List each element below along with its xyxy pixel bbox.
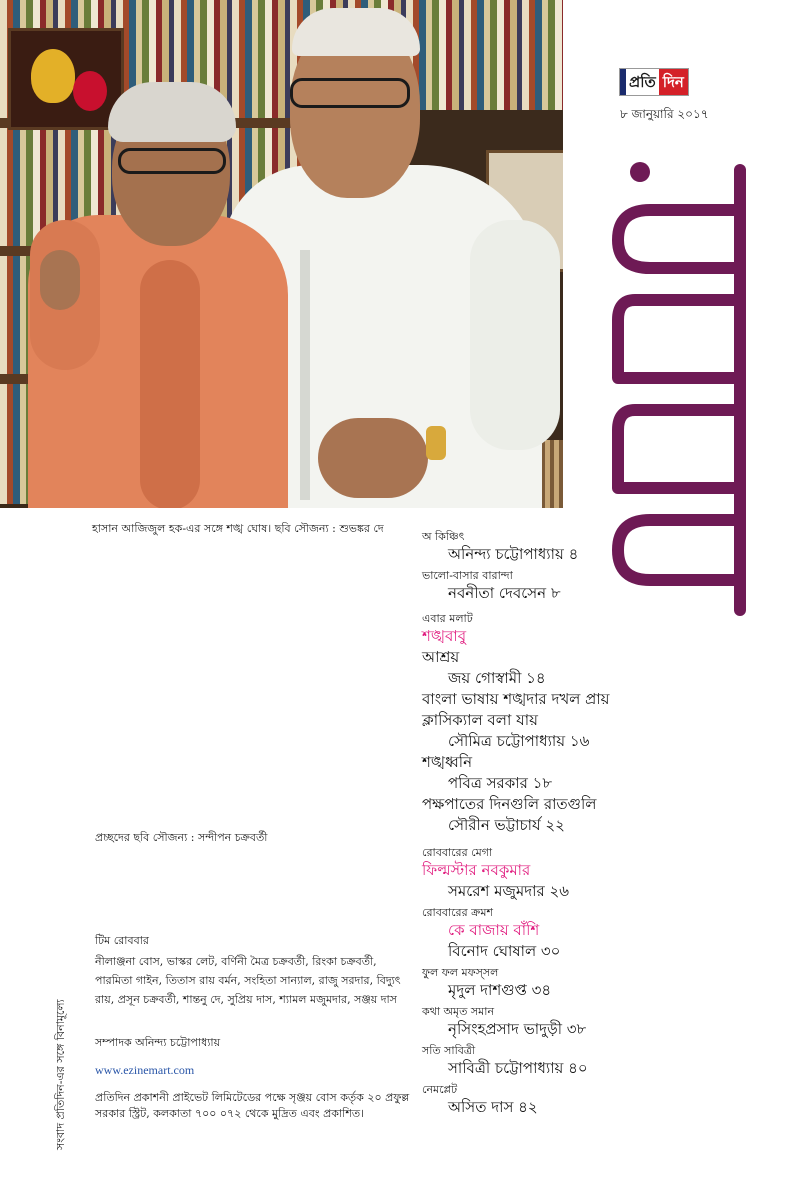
toc-section: রোববারের মেগা <box>422 846 493 859</box>
toc-entry[interactable]: মৃদুল দাশগুপ্ত ৩৪ <box>448 981 552 999</box>
toc-entry-highlight[interactable]: কে বাজায় বাঁশি <box>448 921 540 939</box>
toc-entry[interactable]: সৌরীন ভট্টাচার্য ২২ <box>448 816 565 834</box>
toc-entry[interactable]: নবনীতা দেবসেন ৮ <box>448 584 561 602</box>
toc-section: ভালো-বাসার বারান্দা <box>422 569 513 582</box>
toc-entry[interactable]: ক্লাসিক্যাল বলা যায় <box>422 711 538 729</box>
toc-entry[interactable]: পক্ষপাতের দিনগুলি রাতগুলি <box>422 795 597 813</box>
toc-entry[interactable]: সাবিত্রী চট্টোপাধ্যায় ৪০ <box>448 1059 588 1077</box>
toc-entry[interactable]: সৌমিত্র চট্টোপাধ্যায় ১৬ <box>448 732 590 750</box>
editor-line: সম্পাদক অনিন্দ্য চট্টোপাধ্যায় <box>95 1036 221 1049</box>
toc-section: এবার মলাট <box>422 612 473 625</box>
brand-logo <box>619 68 689 96</box>
toc-entry-highlight[interactable]: শঙ্খবাবু <box>422 627 467 645</box>
toc-section: রোববারের ক্রমশ <box>422 906 493 919</box>
photo-caption: হাসান আজিজুল হক-এর সঙ্গে শঙ্খ ঘোষ। ছবি সৌজন্য : শুভঙ্কর দে <box>92 522 384 535</box>
imprint-text: প্রতিদিন প্রকাশনী প্রাইভেট লিমিটেডের পক্ষে সৃঞ্জয় বোস কর্তৃক ২০ প্রফুল্ল সরকার স্ট্রিট, কলকাতা ৭০০ ০৭২ থেকে মুদ্রিত এবং প্রকাশিত। <box>95 1091 410 1120</box>
logo-text-part2: দিন <box>659 69 688 95</box>
cover-photo <box>0 0 563 508</box>
toc-entry[interactable]: বিনোদ ঘোষাল ৩০ <box>448 942 561 960</box>
toc-entry-highlight[interactable]: ফিল্মস্টার নবকুমার <box>422 861 531 879</box>
toc-section: ফুল ফল মফস্সল <box>422 966 499 979</box>
logo-text-part1: প্রতি <box>629 73 656 91</box>
toc-section: অ কিঞ্চিৎ <box>422 530 465 543</box>
toc-section: সতি সাবিত্রী <box>422 1044 476 1057</box>
toc-entry[interactable]: অসিত দাস ৪২ <box>448 1098 538 1116</box>
toc-entry[interactable]: সমরেশ মজুমদার ২৬ <box>448 882 569 900</box>
toc-entry[interactable]: পবিত্র সরকার ১৮ <box>448 774 553 792</box>
toc-entry[interactable]: আশ্রয় <box>422 648 460 666</box>
toc-section: কথা অমৃত সমান <box>422 1005 495 1018</box>
toc-entry[interactable]: অনিন্দ্য চট্টোপাধ্যায় ৪ <box>448 545 579 563</box>
team-title: টিম রোববার <box>95 934 149 947</box>
toc-section: নেমপ্লেট <box>422 1083 458 1096</box>
cover-credit: প্রচ্ছদের ছবি সৌজন্য : সন্দীপন চক্রবর্তী <box>95 831 268 844</box>
toc-entry[interactable]: বাংলা ভাষায় শঙ্খদার দখল প্রায় <box>422 690 610 708</box>
team-members: নীলাঞ্জনা বোস, ভাস্কর লেট, বর্ণিনী মৈত্র চক্রবর্তী, রিংকা চক্রবর্তী, পারমিতা গাইন, তিতাস রায় বর্মন, সংহিতা সান্যাল, রাজু সরদার, বিদ্যুৎ রায়, প্রসূন চক্রবর্তী, শান্তনু দে, সুপ্রিয় দাস, শ্যামল মজুমদার, সঞ্জয় দাস <box>95 955 401 1006</box>
website-link[interactable]: www.ezinemart.com <box>95 1063 195 1077</box>
toc-entry[interactable]: শঙ্খধ্বনি <box>422 753 473 771</box>
vertical-note: সংবাদ প্রতিদিন-এর সঙ্গে বিনামূল্যে <box>54 999 67 1150</box>
toc-entry[interactable]: নৃসিংহপ্রসাদ ভাদুড়ী ৩৮ <box>448 1020 587 1038</box>
issue-date: ৮ জানুয়ারি ২০১৭ <box>620 107 709 121</box>
table-of-contents <box>422 530 807 1118</box>
toc-entry[interactable]: জয় গোস্বামী ১৪ <box>448 669 546 687</box>
